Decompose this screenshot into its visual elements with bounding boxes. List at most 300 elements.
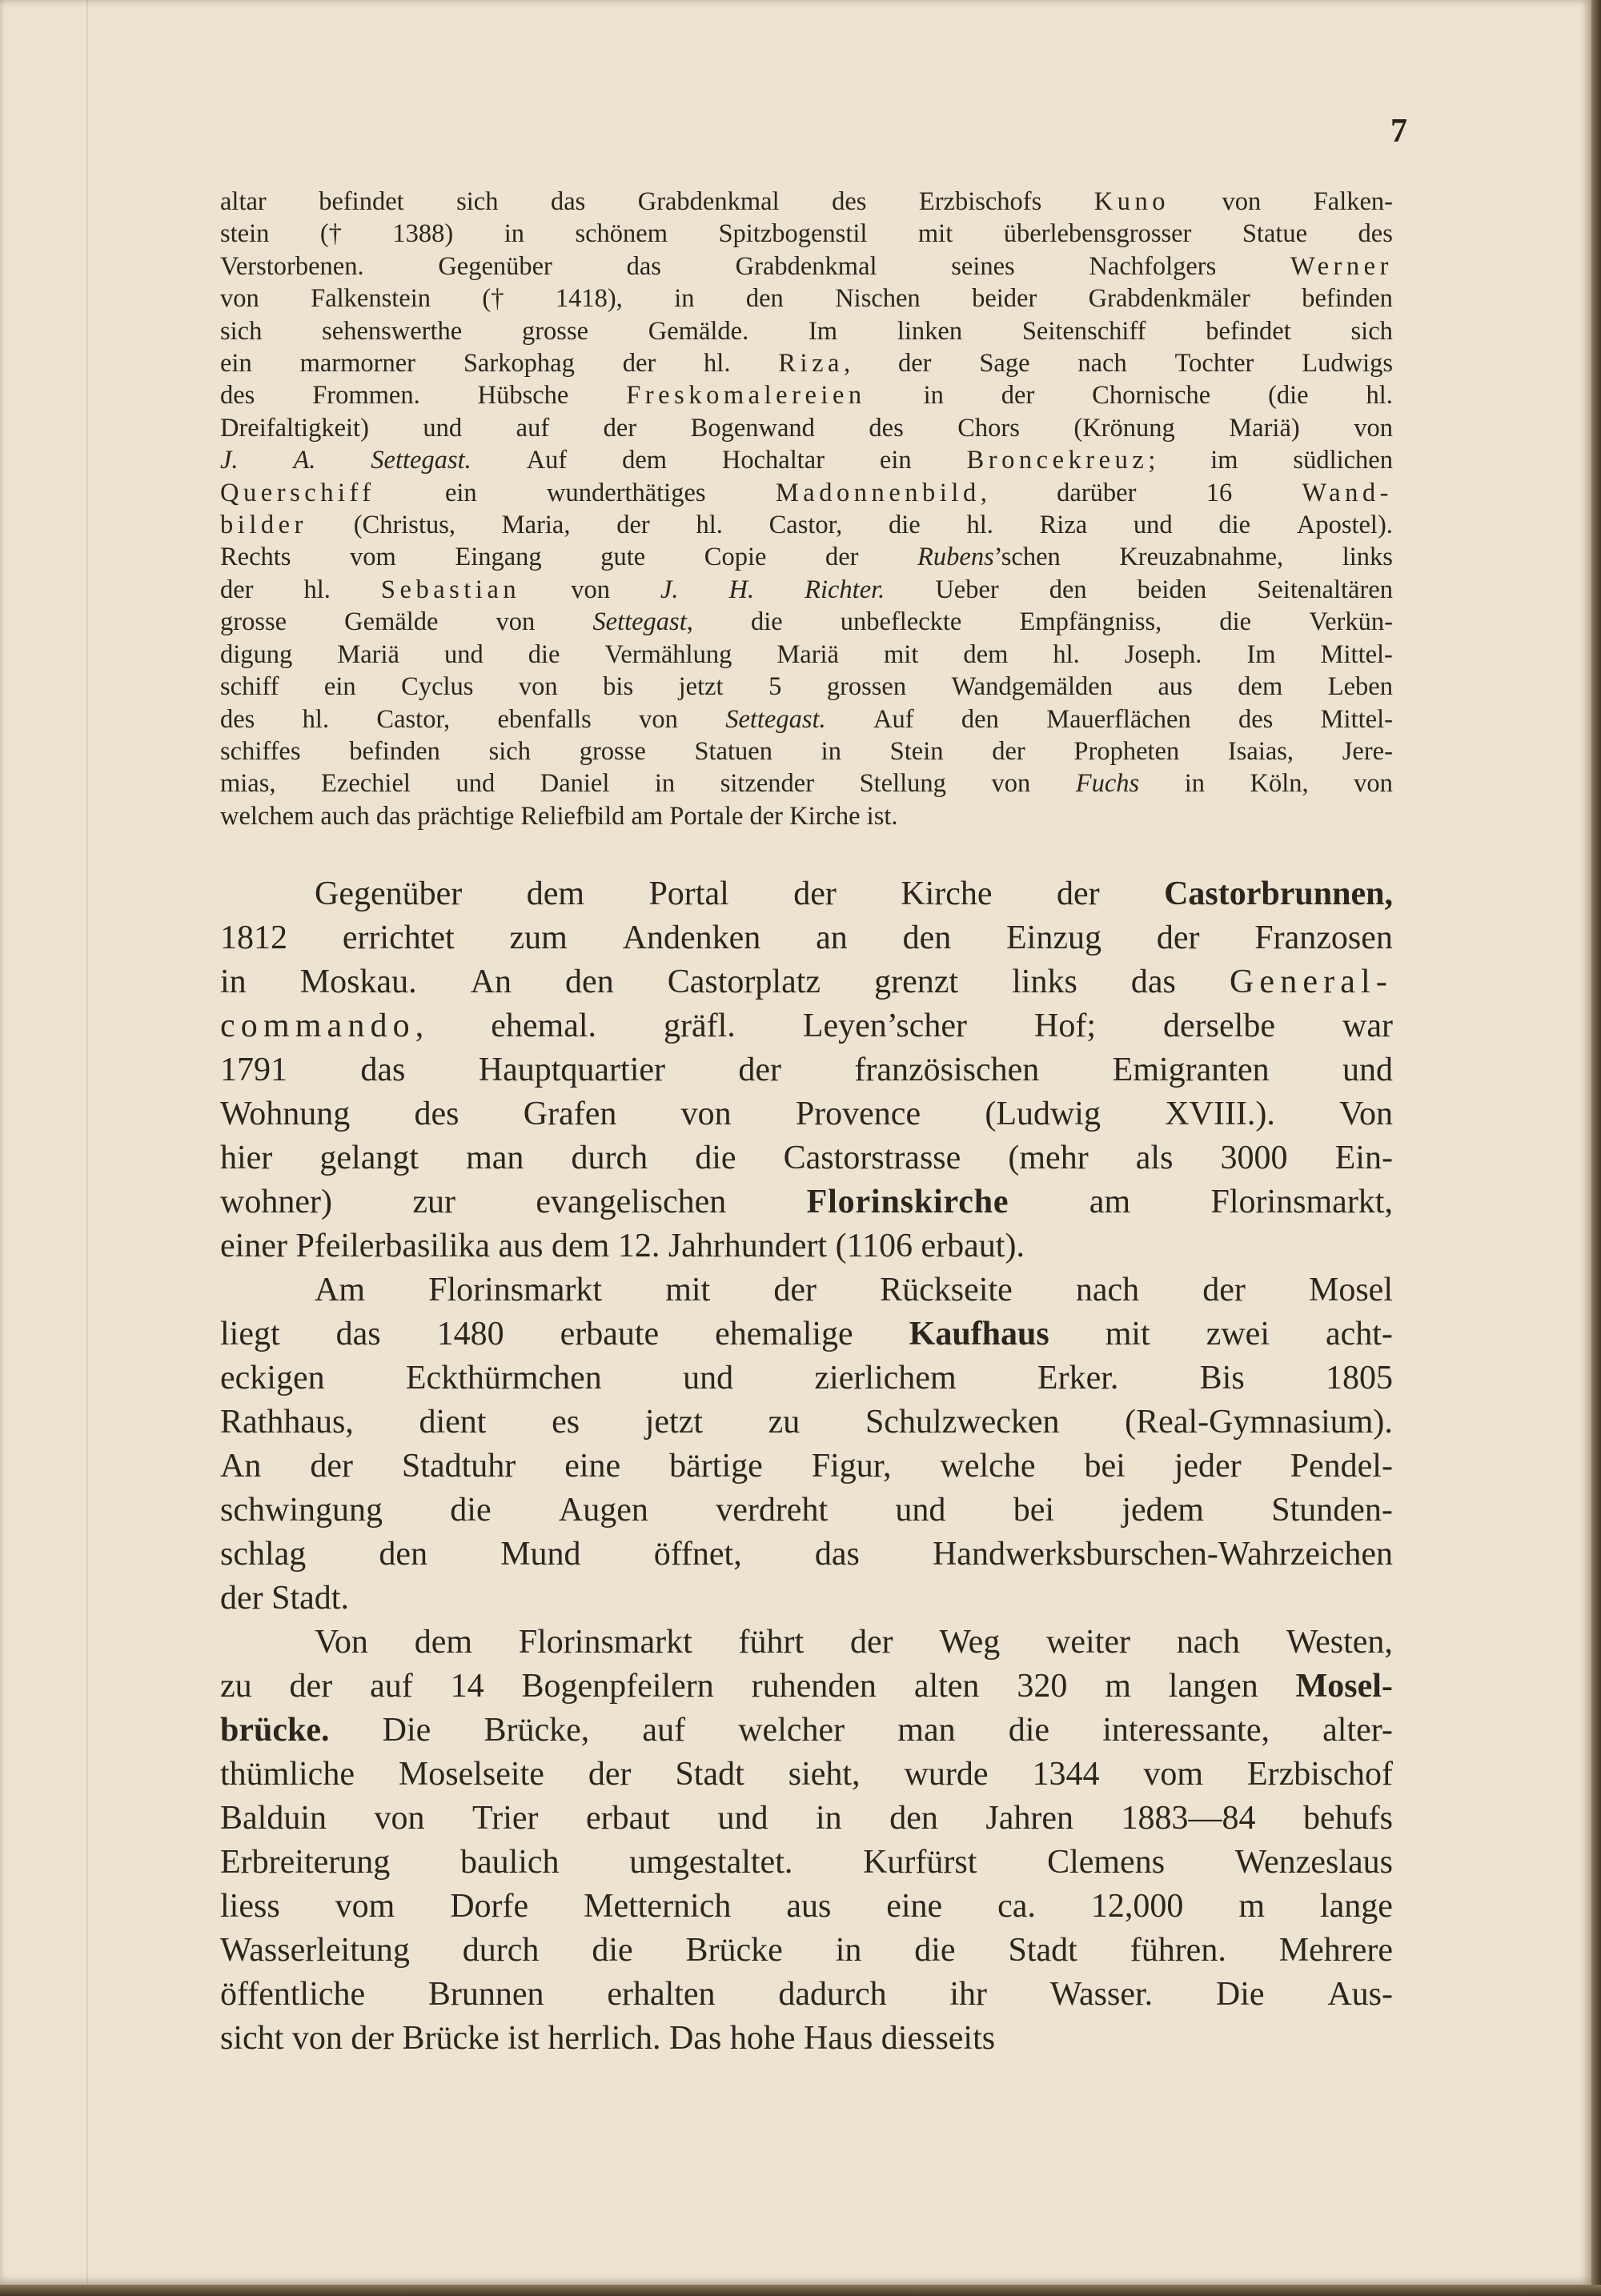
word [502,509,571,541]
word [1125,639,1202,671]
text-run: die [695,1140,736,1176]
word [402,1445,516,1489]
text-run: darüber [1057,478,1137,507]
text-run: dem [1238,672,1283,702]
text-run: Seitenschiff [1021,316,1146,346]
text-run: Moselseite [398,1756,544,1793]
text-run: Aus- [1327,1976,1393,2013]
text-run: zwei [1206,1316,1270,1352]
word [1219,606,1251,638]
main-text [220,872,1393,2061]
text-line [220,282,1393,315]
word [564,1445,620,1489]
text-run: hier [220,1140,273,1176]
text-run: erbaut [586,1800,670,1837]
text-run: in [220,964,247,1000]
word [778,347,850,379]
text-run: die [1218,511,1251,540]
text-run: die [592,1932,633,1969]
word [933,1533,1393,1577]
text-run: ca. [997,1888,1036,1925]
text-run: marmorner [299,349,415,379]
text-run: Mittel- [1320,639,1393,669]
word [717,1797,768,1841]
word [1073,412,1174,444]
word [665,1268,710,1312]
text-run: Grabdenkmal [735,251,877,281]
text-run: Hübsche [477,381,569,411]
text-run: der [897,349,932,379]
text-run: 5 [768,672,782,702]
word [949,1973,987,2017]
word [935,574,998,606]
word [220,347,252,379]
word [695,1136,736,1180]
word [438,250,552,282]
word [1032,1753,1099,1797]
text-run: die [750,607,783,637]
word [220,574,254,606]
text-line [220,1004,1393,1048]
text-run: grenzt [874,964,959,1000]
text-run: acht- [1325,1316,1393,1352]
text-run: des [832,187,867,216]
word [769,509,843,541]
text-run: Tochter [1174,349,1254,379]
text-run: dadurch [778,1976,887,2013]
text-run: nach [1176,1624,1241,1661]
text-run: 16 [1206,478,1233,507]
word [428,1268,602,1312]
text-run: erhalten [607,1976,716,2013]
word [918,218,953,250]
text-run: Ueber [935,575,999,604]
word [565,960,614,1004]
word [220,703,255,735]
text-run: den [961,704,999,734]
word [629,1841,792,1885]
word [1286,1621,1393,1665]
word [645,1400,703,1445]
text-run: Brücke [685,1932,783,1969]
word [559,1489,648,1533]
word [1309,1268,1393,1312]
word [860,767,946,799]
text-run: wurde [904,1756,989,1793]
word [715,1312,853,1356]
word [466,1136,524,1180]
word [220,282,259,315]
word [751,606,783,638]
word [300,960,417,1004]
word [496,606,536,638]
word [392,218,453,250]
text-run: von [220,284,259,314]
word [626,379,865,411]
text-run: der [992,736,1025,766]
word [406,1356,602,1400]
text-run: links [1012,964,1077,1000]
text-run: behufs [1303,1800,1393,1837]
text-run: ehemal. [491,1008,597,1044]
word [655,767,675,799]
text-run: An [220,1448,262,1485]
word [812,1445,892,1489]
word [489,735,531,767]
word [604,639,732,671]
emphasis-text: General- [1229,964,1393,1000]
word [805,574,885,606]
word [1165,1092,1275,1136]
text-line [220,1621,1393,1665]
word [1247,1753,1393,1797]
text-run: des [1358,219,1393,249]
text-run: († [319,219,342,249]
emphasis-text: Rubens [917,543,994,572]
word [336,1312,381,1356]
text-run: öffnet, [653,1536,742,1573]
word [1271,1489,1393,1533]
word [886,1885,942,1929]
word [360,1048,405,1092]
word [704,541,767,573]
emphasis-text: Fuchs [1075,769,1140,799]
word [1302,347,1393,379]
word [1257,574,1393,606]
text-run: Bogenwand [690,413,815,443]
text-run: Am [315,1272,365,1308]
text-run: den [379,1536,428,1573]
word [639,703,678,735]
word [310,1445,353,1489]
word [1322,1709,1393,1753]
word [773,1268,817,1312]
text-run: überlebensgrosser [1003,219,1192,249]
word [1297,509,1393,541]
text-run: dem [622,446,668,475]
text-line: einer Pfeilerbasilika aus dem 12. Jahrhundert (1106 erbaut). [220,1228,1025,1264]
word [768,1400,800,1445]
word [455,767,495,799]
text-run: dem [526,876,584,912]
text-run: Franzosen [1254,920,1393,956]
word [895,1489,945,1533]
text-run: Sarkophag [463,349,575,379]
text-run: baulich [459,1844,560,1881]
text-run: sitzender [720,769,815,799]
text-run: in [1184,769,1205,799]
text-line [220,916,1393,960]
word [423,412,462,444]
text-line [220,574,1393,606]
text-run: Pendel- [1290,1448,1393,1485]
text-run: alter- [1322,1712,1393,1749]
word [1057,477,1136,509]
word [220,1312,280,1356]
text-run: befindet [1206,316,1291,346]
text-line [220,218,1393,250]
word [1210,444,1238,476]
text-line [220,379,1393,411]
word [500,1533,580,1577]
text-line [220,1885,1393,1929]
text-run: Cyclus [401,672,474,702]
text-run: ein [879,446,912,475]
text-run: Westen, [1286,1624,1393,1661]
text-run: sich [488,736,531,766]
word [736,250,877,282]
text-run: zur [412,1184,455,1220]
word [778,1973,886,2017]
text-line [220,872,1393,916]
word [1218,509,1250,541]
word [668,960,821,1004]
word [1092,379,1210,411]
text-run: dem [414,1624,472,1661]
text-run: hl. [1053,639,1080,669]
text-run: Auf [873,704,914,734]
text-run: Portal [648,876,729,912]
text-run: aus [786,1888,832,1925]
text-run: Erzbischof [1247,1756,1393,1793]
word [220,1929,410,1973]
word [1314,186,1393,218]
word [1008,1136,1088,1180]
word [967,444,1156,476]
word [1164,872,1393,916]
text-run: französischen [854,1052,1040,1088]
word [603,671,633,703]
text-run: den [745,284,784,314]
text-run: Falken- [1313,187,1393,216]
text-run: († [482,284,504,314]
text-run: Emigranten [1112,1052,1270,1088]
word [383,1709,431,1753]
word [428,1973,544,2017]
text-run: Trier [472,1800,539,1837]
word [220,767,276,799]
word [592,606,692,638]
word [1238,703,1273,735]
text-run: und [683,1360,734,1396]
word [379,1533,427,1577]
text-line [220,1312,1393,1356]
text-run: Stellung [859,769,946,799]
word [985,1797,1073,1841]
word [691,412,815,444]
word [220,412,369,444]
word [444,639,484,671]
text-run: südlichen [1293,446,1393,475]
word [664,1004,736,1048]
word [854,1048,1039,1092]
text-run: Erbreiterung [220,1844,391,1881]
word [654,1533,742,1577]
text-run: dem [963,639,1009,669]
word [776,639,839,671]
text-run: ein [220,349,252,379]
text-run: führen. [1130,1932,1226,1969]
word [484,1709,589,1753]
word [1238,1885,1265,1929]
word [516,412,550,444]
word [1125,1400,1393,1445]
word [914,1929,955,1973]
text-run: Mariä [776,639,839,669]
word [1290,1445,1393,1489]
word [220,639,292,671]
word [957,412,1020,444]
word [648,315,748,347]
word [903,916,952,960]
text-run: das [626,251,661,281]
text-run: von [518,672,558,702]
word [941,1445,1036,1489]
emphasis-text: Madonnenbild [775,478,981,507]
text-run: zum [509,920,568,956]
text-run: ; [1148,446,1156,475]
word [586,1797,670,1841]
text-run: hl. [1366,381,1393,411]
text-run: erbaute [560,1316,660,1352]
word [375,1797,425,1841]
text-run: von [374,1800,425,1837]
word [510,916,568,960]
word [376,703,450,735]
word [220,250,364,282]
word [455,541,541,573]
word [890,735,944,767]
word [963,639,1008,671]
word [1089,1180,1130,1224]
word [1001,379,1035,411]
word [768,671,781,703]
word [924,379,944,411]
word [491,1004,596,1048]
text-run: Stadt [675,1756,744,1793]
text-run: liess [220,1888,280,1925]
text-run: lange [1319,1888,1393,1925]
word [220,1753,355,1797]
text-run: Kurfürst [863,1844,977,1881]
text-run: jetzt [678,672,724,702]
word [696,509,722,541]
text-run: den [889,1800,938,1837]
text-line [220,1797,1393,1841]
text-run: welche [940,1448,1036,1485]
text-run: grosse [521,316,589,346]
word [1004,218,1192,250]
word [979,347,1029,379]
text-run: Propheten [1073,736,1180,766]
word [319,186,403,218]
word [471,960,512,1004]
text-run: Rückseite [880,1272,1013,1308]
word [1177,1621,1240,1665]
text-run: der [310,1448,353,1485]
word [897,315,962,347]
word [880,444,912,476]
word [290,1665,333,1709]
text-run: stein [220,219,270,249]
text-run: thümliche [220,1756,355,1793]
text-run: dient [419,1404,487,1441]
text-run: schönem [575,219,668,249]
word [816,1797,842,1841]
word [725,703,825,735]
word [1268,379,1309,411]
word [1037,1356,1118,1400]
word [905,1753,989,1797]
emphasis-text: Freskomalereien [626,381,866,411]
emphasis-text: J. [220,446,239,475]
word [575,218,668,250]
text-run: Dorfe [450,1888,529,1925]
word [1163,1004,1275,1048]
word [337,639,399,671]
text-run: Brunnen [427,1976,544,2013]
word [1230,960,1393,1004]
text-run: ehemalige [715,1316,853,1352]
text-run: der [289,1668,333,1705]
word [220,1489,383,1533]
paragraph [220,1268,1393,1621]
word [803,1004,967,1048]
text-run: hl. [303,575,331,604]
word [1131,960,1176,1004]
text-run: Dreifaltigkeit) [220,413,369,443]
text-line [220,1136,1393,1180]
word [1302,282,1393,315]
text-run: Im [1246,639,1276,669]
text-run: schiffes [220,736,301,766]
word [343,916,455,960]
word [623,916,761,960]
text-line [220,1533,1393,1577]
word [1309,606,1393,638]
text-run: vom [335,1888,395,1925]
word [1321,703,1393,735]
text-run: 1344 [1032,1756,1100,1793]
word [556,282,623,315]
word [1089,250,1216,282]
word [536,1180,726,1224]
text-run: verdreht [716,1492,829,1529]
word [519,1621,692,1665]
word [1158,671,1192,703]
text-run: schlag [220,1536,307,1573]
emphasis-text: brücke. [220,1712,330,1749]
text-run: (die [1268,381,1309,411]
text-run: Gemälde. [648,316,749,346]
text-run: XVIII.). [1165,1096,1275,1132]
word [898,347,932,379]
text-run: Rechts [220,543,291,572]
word [445,477,477,509]
word [220,1973,365,2017]
word [738,1048,781,1092]
word [551,186,585,218]
text-line [220,767,1393,799]
word [1202,1268,1246,1312]
text-line [220,1445,1393,1489]
emphasis-text: Riza [778,349,844,379]
word [220,1665,252,1709]
text-run: sich [1350,316,1393,346]
word [776,477,987,509]
text-run: bei [1084,1448,1126,1485]
text-run: Metternich [584,1888,732,1925]
